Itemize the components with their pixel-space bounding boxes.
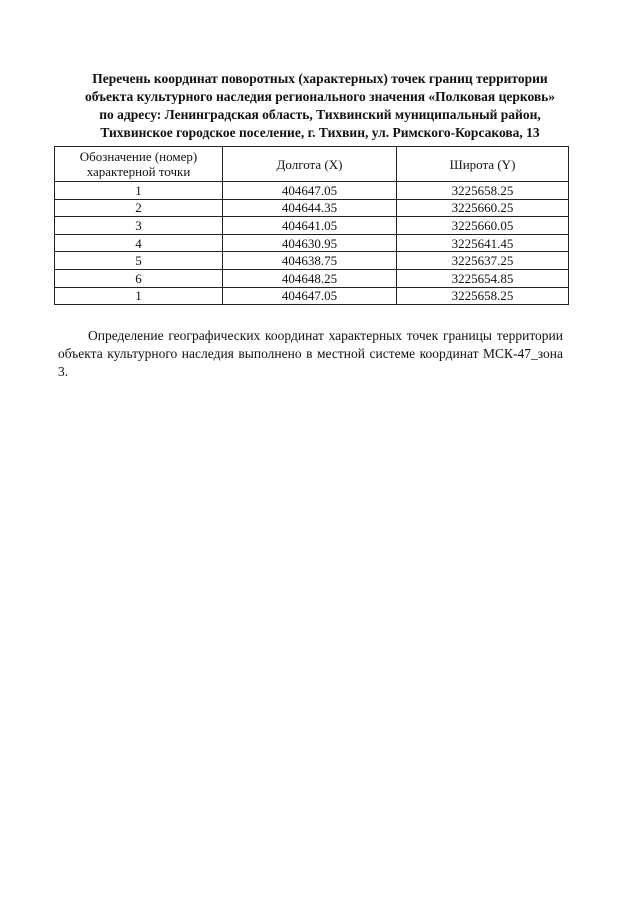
cell-y: 3225660.05 xyxy=(397,217,569,235)
header-point-number-line-1: Обозначение (номер) xyxy=(79,149,198,164)
table-row xyxy=(55,252,569,270)
cell-point: 3 xyxy=(55,217,223,235)
table-header-row xyxy=(55,147,569,182)
cell-x: 404638.75 xyxy=(223,252,397,270)
table-row xyxy=(55,199,569,217)
title-line-4: Тихвинское городское поселение, г. Тихвин, ул. Римского-Корсакова, 13 xyxy=(100,125,540,140)
header-point-number-line-2: характерной точки xyxy=(86,164,191,179)
cell-point: 4 xyxy=(55,234,223,252)
cell-y: 3225654.85 xyxy=(397,269,569,287)
cell-x: 404647.05 xyxy=(223,287,397,305)
cell-y: 3225641.45 xyxy=(397,234,569,252)
cell-point: 1 xyxy=(55,182,223,200)
cell-y: 3225658.25 xyxy=(397,287,569,305)
document-title xyxy=(60,70,580,142)
cell-point: 1 xyxy=(55,287,223,305)
table-row xyxy=(55,217,569,235)
coordinates-table xyxy=(54,146,569,305)
cell-x: 404644.35 xyxy=(223,199,397,217)
coordinate-system-note: Определение географических координат характерных точек границы территории объекта культурного наследия выполнено в местной системе координат МСК-47_зона 3. xyxy=(58,327,563,379)
cell-y: 3225637.25 xyxy=(397,252,569,270)
title-line-2: объекта культурного наследия регионального значения «Полковая церковь» xyxy=(84,89,556,104)
cell-point: 5 xyxy=(55,252,223,270)
table-row xyxy=(55,287,569,305)
cell-point: 6 xyxy=(55,269,223,287)
title-line-3: по адресу: Ленинградская область, Тихвинский муниципальный район, xyxy=(99,107,541,122)
header-point-number xyxy=(55,147,223,182)
cell-x: 404647.05 xyxy=(223,182,397,200)
table-row xyxy=(55,269,569,287)
cell-x: 404630.95 xyxy=(223,234,397,252)
table-row xyxy=(55,234,569,252)
header-latitude: Широта (Y) xyxy=(397,147,569,182)
cell-x: 404648.25 xyxy=(223,269,397,287)
header-longitude: Долгота (X) xyxy=(223,147,397,182)
title-line-1: Перечень координат поворотных (характерных) точек границ территории xyxy=(92,71,548,86)
cell-y: 3225658.25 xyxy=(397,182,569,200)
cell-y: 3225660.25 xyxy=(397,199,569,217)
table-row xyxy=(55,182,569,200)
cell-point: 2 xyxy=(55,199,223,217)
cell-x: 404641.05 xyxy=(223,217,397,235)
